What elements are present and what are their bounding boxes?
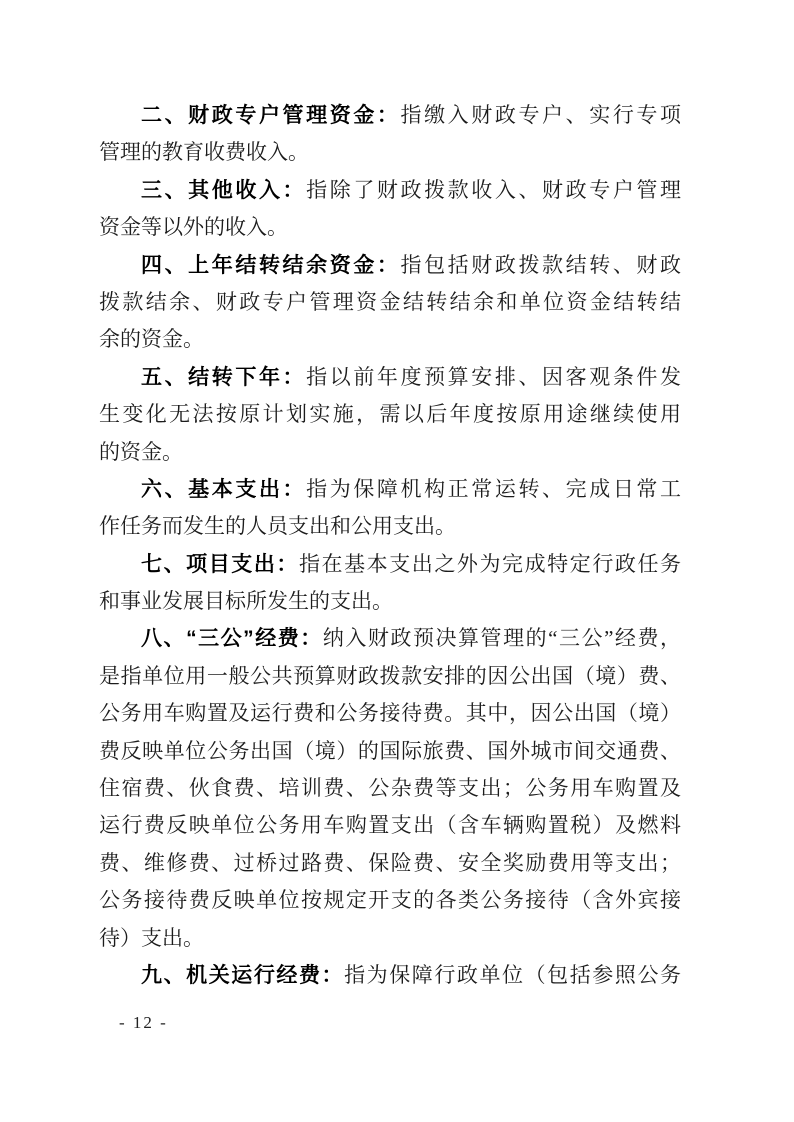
paragraph-3-line-3: 余的资金。 xyxy=(99,327,204,352)
term-heading: 七、项目支出： xyxy=(141,552,299,576)
paragraph-5-line-1: 六、基本支出：指为保障机构正常运转、完成日常工 xyxy=(141,476,681,501)
paragraph-7-line-4: 费反映单位公务出国（境）的国际旅费、国外城市间交通费、 xyxy=(99,738,681,763)
term-heading: 二、财政专户管理资金： xyxy=(141,104,401,127)
paragraph-7-line-7: 费、维修费、过桥过路费、保险费、安全奖励费用等支出； xyxy=(99,850,681,875)
term-heading: 四、上年结转结余资金： xyxy=(141,253,401,277)
term-heading: 五、结转下年： xyxy=(141,365,307,389)
paragraph-2-line-2: 资金等以外的收入。 xyxy=(99,215,288,240)
term-heading: 六、基本支出： xyxy=(141,477,307,501)
paragraph-7-line-6: 运行费反映单位公务用车购置支出（含车辆购置税）及燃料 xyxy=(99,813,681,838)
paragraph-5-line-2: 作任务而发生的人员支出和公用支出。 xyxy=(99,514,456,539)
paragraph-1-line-2: 管理的教育收费收入。 xyxy=(99,140,309,165)
paragraph-6-line-1: 七、项目支出：指在基本支出之外为完成特定行政任务 xyxy=(141,551,681,576)
term-heading: 八、“三公”经费： xyxy=(141,627,323,651)
paragraph-7-line-2: 是指单位用一般公共预算财政拨款安排的因公出国（境）费、 xyxy=(99,663,681,688)
paragraph-4-line-3: 的资金。 xyxy=(99,439,183,464)
paragraph-6-line-2: 和事业发展目标所发生的支出。 xyxy=(99,589,393,614)
paragraph-2-line-1: 三、其他收入：指除了财政拨款收入、财政专户管理 xyxy=(141,177,681,202)
term-heading: 九、机关运行经费： xyxy=(141,963,345,987)
term-heading: 三、其他收入： xyxy=(141,178,307,202)
paragraph-4-line-2: 生变化无法按原计划实施，需以后年度按原用途继续使用 xyxy=(99,402,681,427)
paragraph-7-line-8: 公务接待费反映单位按规定开支的各类公务接待（含外宾接 xyxy=(99,888,681,913)
paragraph-4-line-1: 五、结转下年：指以前年度预算安排、因客观条件发 xyxy=(141,364,681,389)
page-number: - 12 - xyxy=(119,1013,168,1032)
paragraph-1-line-1: 二、财政专户管理资金：指缴入财政专户、实行专项 xyxy=(141,103,681,127)
document-body xyxy=(99,97,681,994)
paragraph-3-line-2: 拨款结余、财政专户管理资金结转结余和单位资金结转结 xyxy=(99,289,681,314)
paragraph-7-line-9: 待）支出。 xyxy=(99,925,204,950)
paragraph-8-line-1: 九、机关运行经费：指为保障行政单位（包括参照公务 xyxy=(141,962,681,987)
paragraph-7-line-1: 八、“三公”经费：纳入财政预决算管理的“三公”经费， xyxy=(141,626,681,651)
paragraph-7-line-3: 公务用车购置及运行费和公务接待费。其中，因公出国（境） xyxy=(99,701,681,726)
paragraph-3-line-1: 四、上年结转结余资金：指包括财政拨款结转、财政 xyxy=(141,252,681,277)
paragraph-7-line-5: 住宿费、伙食费、培训费、公杂费等支出；公务用车购置及 xyxy=(99,776,681,801)
